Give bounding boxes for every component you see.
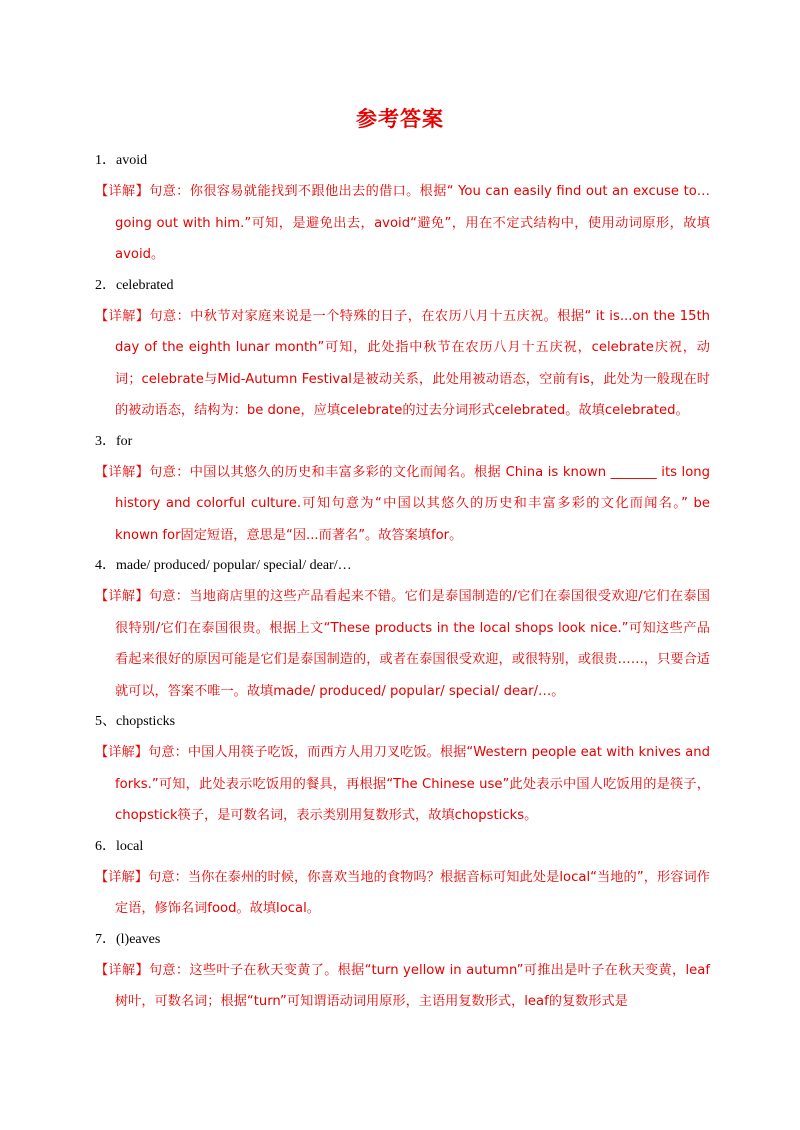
page-title: 参考答案 <box>356 107 444 131</box>
explanation: 【详解】句意：这些叶子在秋天变黄了。根据“turn yellow in autumn”可推出是叶子在秋天变黄，leaf树叶，可数名词；根据“turn”可知谓语动词用原形，主语用复数形式，leaf的复数形式是 <box>95 962 710 1009</box>
explanation: 【详解】句意：中国以其悠久的历史和丰富多彩的文化而闻名。根据 China is known _______ its long history and colorful culture.可知句意为“中国以其悠久的历史和丰富多彩的文化而闻名。” be known for固定短语，意思是“因...而著名”。故答案填for。 <box>95 464 710 543</box>
question-answer <box>95 146 710 176</box>
question-answer <box>95 925 710 955</box>
question-number: 3． <box>95 433 116 449</box>
explanation: 【详解】句意：你很容易就能找到不跟他出去的借口。根据“ You can easily find out an excuse to… going out with him.”可知，是避免出去，avoid“避免”，用在不定式结构中，使用动词原形，故填avoid。 <box>95 184 710 262</box>
question-number: 2． <box>95 277 116 293</box>
answer-text: chopsticks <box>116 714 176 729</box>
question-number: 7． <box>95 931 116 947</box>
explanation: 【详解】句意：当地商店里的这些产品看起来不错。它们是泰国制造的/它们在泰国很受欢迎/它们在泰国很特别/它们在泰国很贵。根据上文“These products in the local shops look nice.”可知这些产品看起来很好的原因可能是它们是泰国制造的，或者在泰国很受欢迎，或很特别，或很贵……，只要合适就可以，答案不唯一。故填made/ produced/ popular/ special/ dear/…。 <box>95 589 710 699</box>
explanation: 【详解】句意：中国人用筷子吃饭，而西方人用刀叉吃饭。根据“Western people eat with knives and forks.”可知，此处表示吃饭用的餐具，再根据“The Chinese use”此处表示中国人吃饭用的是筷子，chopstick筷子，是可数名词，表示类别用复数形式，故填chopsticks。 <box>95 745 710 823</box>
answer-text: local <box>116 838 144 854</box>
answer-text: for <box>116 433 133 449</box>
question-number: 1． <box>95 153 116 168</box>
question-number: 4． <box>95 558 116 573</box>
answer-list <box>95 146 710 1018</box>
answer-text: (l)eaves <box>116 931 161 947</box>
answer-text: made/ produced/ popular/ special/ dear/… <box>116 558 352 573</box>
question-answer <box>95 832 710 862</box>
question-answer <box>95 707 710 737</box>
question-answer <box>95 271 710 301</box>
question-answer <box>95 551 710 581</box>
explanation: 【详解】句意：当你在泰州的时候，你喜欢当地的食物吗？根据音标可知此处是local“当地的”，形容词作定语，修饰名词food。故填local。 <box>95 869 710 916</box>
question-number: 6． <box>95 838 116 854</box>
answer-text: celebrated <box>116 277 174 293</box>
question-number: 5、 <box>95 714 116 729</box>
question-answer <box>95 427 710 457</box>
explanation: 【详解】句意：中秋节对家庭来说是一个特殊的日子，在农历八月十五庆祝。根据“ it is...on the 15th day of the eighth lunar month”可知，此处指中秋节在农历八月十五庆祝，celebrate庆祝，动词；celebrate与Mid-Autumn Festival是被动关系，此处用被动语态，空前有is，此处为一般现在时的被动语态，结构为：be done，应填celebrate的过去分词形式celebrated。故填celebrated。 <box>95 308 710 418</box>
answer-text: avoid <box>116 153 148 168</box>
